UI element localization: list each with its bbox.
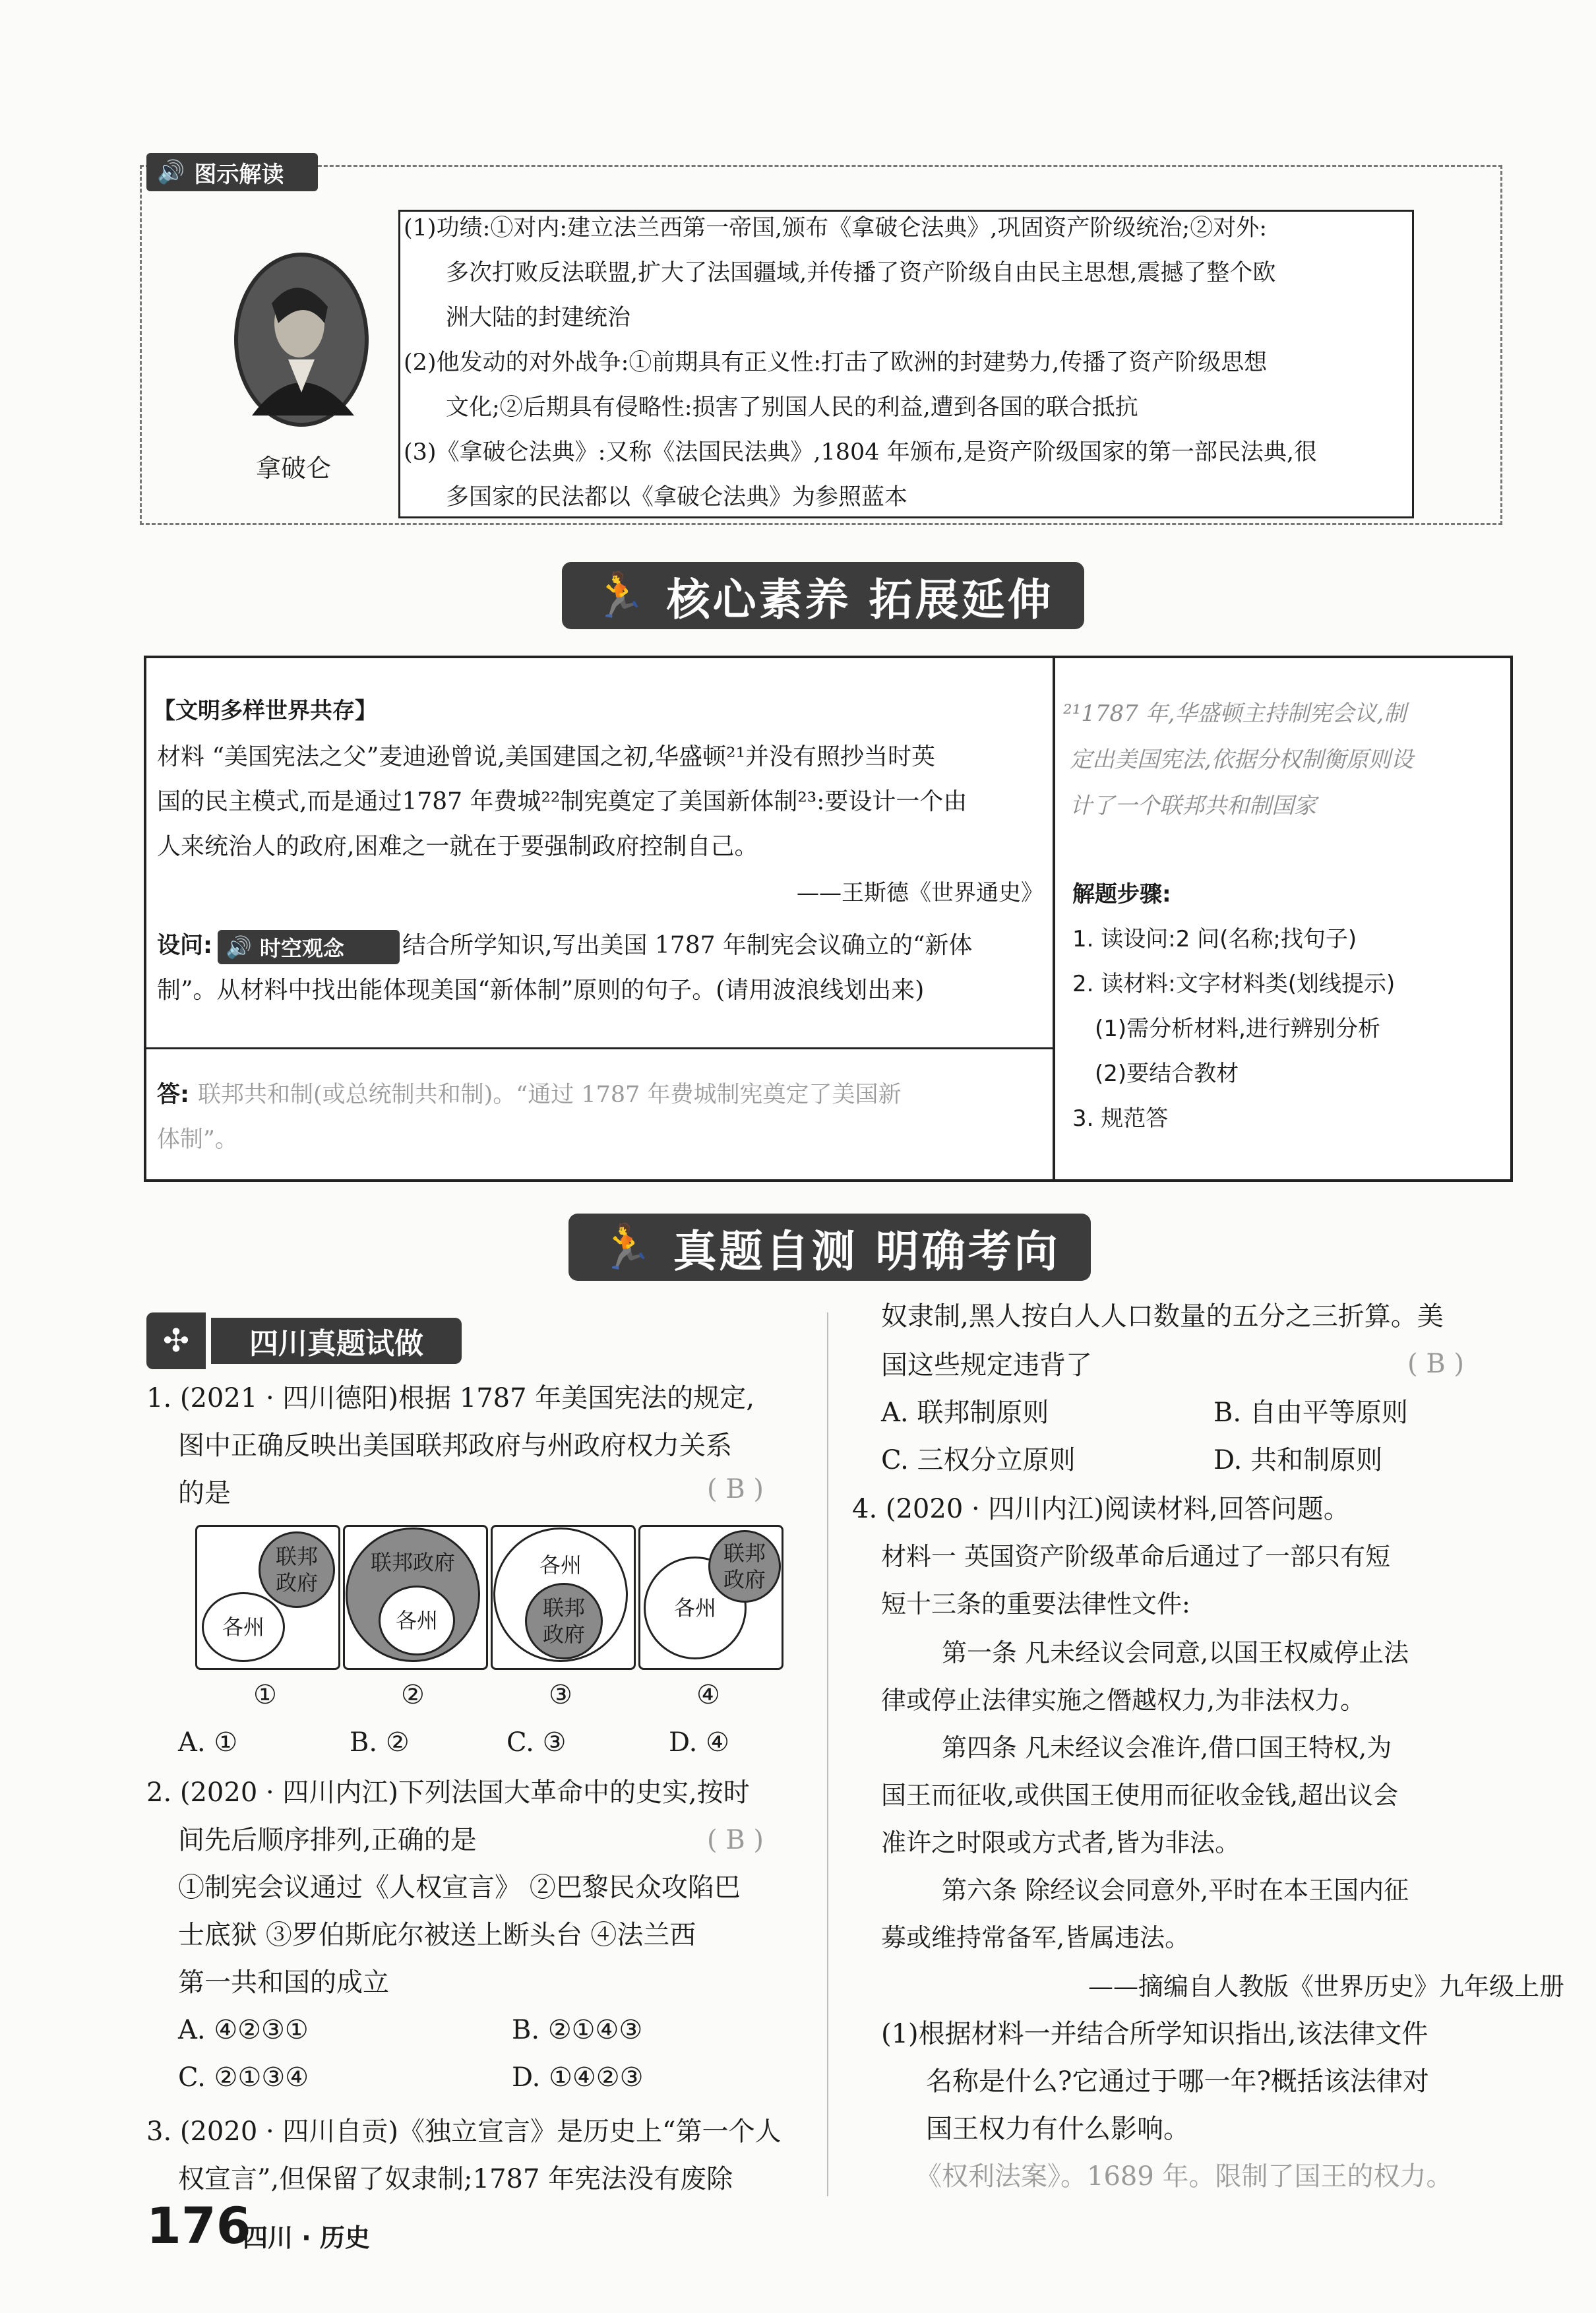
answer-line-1: 联邦共和制(或总统制共和制)。“通过 1787 年费城制宪奠定了美国新 xyxy=(198,1082,902,1108)
banner-core-title: 核心素养 拓展延伸 xyxy=(666,574,1054,625)
napoleon-line-6: (3)《拿破仑法典》:又称《法国民法典》,1804 年颁布,是资产阶级国家的第一部民法典,很 xyxy=(404,439,1317,466)
q4-line-3: 短十三条的重要法律性文件: xyxy=(881,1589,1190,1619)
q2-option-b[interactable]: B. ②①④③ xyxy=(512,2015,643,2045)
q1-line-1: 1. (2021 · 四川德阳)根据 1787 年美国宪法的规定, xyxy=(146,1383,754,1413)
diagram-1-federal-circle xyxy=(259,1531,335,1608)
q4-line-2: 材料一 英国资产阶级革命后通过了一部只有短 xyxy=(881,1542,1391,1571)
section-tag xyxy=(146,1312,462,1369)
page-number: 176 xyxy=(146,2196,251,2255)
q2-option-c[interactable]: C. ②①③④ xyxy=(178,2062,309,2093)
q4-sub-1: (1)根据材料一并结合所学知识指出,该法律文件 xyxy=(881,2019,1428,2049)
q2-line-1: 2. (2020 · 四川内江)下列法国大革命中的史实,按时 xyxy=(146,1777,750,1808)
runner-icon: 🏃 xyxy=(592,570,650,621)
napoleon-line-3: 洲大陆的封建统治 xyxy=(446,305,631,331)
q1-option-a[interactable]: A. ① xyxy=(178,1727,238,1758)
material-divider-horizontal xyxy=(144,1047,1055,1049)
question-line-1: 结合所学知识,写出美国 1787 年制宪会议确立的“新体 xyxy=(402,932,973,959)
q2-line-5: 第一共和国的成立 xyxy=(178,1967,389,1998)
q2-line-4: 士底狱 ③罗伯斯庇尔被送上断头台 ④法兰西 xyxy=(178,1920,696,1950)
runner-icon: 🏃 xyxy=(599,1221,656,1272)
question-line-2: 制”。从材料中找出能体现美国“新体制”原则的句子。(请用波浪线划出来) xyxy=(157,977,925,1004)
q2-line-3: ①制宪会议通过《人权宣言》 ②巴黎民众攻陷巴 xyxy=(178,1872,741,1903)
q4-line-6: 第四条 凡未经议会准许,借口国王特权,为 xyxy=(942,1733,1392,1762)
step-2: 2. 读材料:文字材料类(划线提示) xyxy=(1072,971,1396,997)
note-line-2: 定出美国宪法,依据分权制衡原则设 xyxy=(1070,747,1413,773)
q1-option-d[interactable]: D. ④ xyxy=(669,1727,729,1758)
column-divider xyxy=(827,1312,828,2196)
federal-label-b: 政府 xyxy=(723,1567,766,1592)
q1-line-2: 图中正确反映出美国联邦政府与州政府权力关系 xyxy=(178,1431,732,1461)
napoleon-line-1: (1)功绩:①对内:建立法兰西第一帝国,颁布《拿破仑法典》,巩固资产阶级统治;②对外: xyxy=(404,215,1267,241)
material-divider-vertical xyxy=(1053,656,1055,1179)
question-lead: 设问: xyxy=(157,933,212,959)
diagram-3-federal-circle xyxy=(525,1583,603,1659)
question-tag-label: 时空观念 xyxy=(259,936,344,961)
napoleon-portrait xyxy=(232,251,371,429)
q4-line-1: 4. (2020 · 四川内江)阅读材料,回答问题。 xyxy=(852,1494,1350,1524)
q3-cont-2: 国这些规定违背了 xyxy=(881,1350,1092,1380)
q4-sub-2: 名称是什么?它通过于哪一年?概括该法律对 xyxy=(926,2066,1429,2097)
q4-line-10: 募或维持常备军,皆属违法。 xyxy=(881,1923,1190,1952)
napoleon-line-5: 文化;②后期具有侵略性:损害了别国人民的利益,遭到各国的联合抵抗 xyxy=(446,394,1138,421)
q3-cont-1: 奴隶制,黑人按白人人口数量的五分之三折算。美 xyxy=(881,1301,1444,1332)
question-tag xyxy=(218,930,400,964)
q3-option-d[interactable]: D. 共和制原则 xyxy=(1213,1445,1383,1475)
footer-label: 四川 · 历史 xyxy=(243,2223,370,2252)
federal-label-a: 联邦 xyxy=(542,1595,585,1620)
state-label: 各州 xyxy=(222,1615,264,1640)
step-3: 3. 规范答 xyxy=(1072,1105,1169,1132)
diagram-num-1: ① xyxy=(253,1680,277,1710)
material-line-2: 国的民主模式,而是通过1787 年费城²²制宪奠定了美国新体制²³:要设计一个由 xyxy=(157,788,967,815)
material-line-3: 人来统治人的政府,困难之一就在于要强制政府控制自己。 xyxy=(157,833,758,860)
napoleon-line-4: (2)他发动的对外战争:①前期具有正义性:打击了欧洲的封建势力,传播了资产阶级思想 xyxy=(404,350,1268,376)
material-source: ——王斯德《世界通史》 xyxy=(797,880,1043,906)
q1-option-b[interactable]: B. ② xyxy=(350,1727,410,1758)
q3-option-a[interactable]: A. 联邦制原则 xyxy=(881,1398,1049,1428)
q4-source: ——摘编自人教版《世界历史》九年级上册 xyxy=(1088,1972,1565,2001)
federal-label-a: 联邦 xyxy=(275,1544,318,1569)
q4-line-4: 第一条 凡未经议会同意,以国王权威停止法 xyxy=(942,1638,1409,1667)
diagram-2-state-circle xyxy=(379,1586,455,1655)
banner-exam-title: 真题自测 明确考向 xyxy=(673,1225,1060,1277)
panel-tag-label: 图示解读 xyxy=(194,161,284,188)
state-label: 各州 xyxy=(395,1608,438,1633)
speaker-icon: 🔊 xyxy=(226,935,252,960)
q3-line-1: 3. (2020 · 四川自贡)《独立宣言》是历史上“第一个人 xyxy=(146,2116,782,2147)
answer-line-2: 体制”。 xyxy=(157,1126,238,1153)
federal-label-a: 联邦 xyxy=(723,1541,766,1566)
speaker-icon: 🔊 xyxy=(157,159,185,185)
section-tag-label: 四川真题试做 xyxy=(211,1318,462,1364)
step-2-2: (2)要结合教材 xyxy=(1095,1061,1239,1087)
state-label: 各州 xyxy=(539,1553,582,1578)
diagram-4-federal-circle xyxy=(708,1530,781,1603)
q1-option-c[interactable]: C. ③ xyxy=(506,1727,567,1758)
diagram-num-3: ③ xyxy=(549,1680,572,1710)
q3-line-2: 权宣言”,但保留了奴隶制;1787 年宪法没有废除 xyxy=(178,2164,733,2194)
q3-option-c[interactable]: C. 三权分立原则 xyxy=(881,1445,1076,1475)
steps-title: 解题步骤: xyxy=(1072,881,1171,908)
step-1: 1. 读设问:2 问(名称;找句子) xyxy=(1072,926,1357,952)
q1-line-3: 的是 xyxy=(178,1478,231,1508)
q4-line-5: 律或停止法律实施之僭越权力,为非法权力。 xyxy=(881,1686,1366,1715)
q2-line-2: 间先后顺序排列,正确的是 xyxy=(178,1825,477,1855)
diagram-num-2: ② xyxy=(401,1680,425,1710)
q2-answer: ( B ) xyxy=(707,1825,764,1855)
federal-label-b: 政府 xyxy=(275,1570,318,1595)
q4-line-8: 准许之时限或方式者,皆为非法。 xyxy=(881,1828,1241,1857)
answer-label: 答: xyxy=(157,1082,189,1108)
q4-sub-3: 国王权力有什么影响。 xyxy=(926,2114,1190,2144)
napoleon-line-7: 多国家的民法都以《拿破仑法典》为参照蓝本 xyxy=(446,484,908,510)
section-banner-core xyxy=(562,562,1084,629)
panel-tag xyxy=(146,153,318,191)
diagram-num-4: ④ xyxy=(696,1680,720,1710)
section-banner-exam xyxy=(568,1214,1091,1281)
material-heading: 【文明多样世界共存】 xyxy=(153,698,377,724)
q4-line-9: 第六条 除经议会同意外,平时在本王国内征 xyxy=(942,1876,1409,1905)
note-line-1: ²¹1787 年,华盛顿主持制宪会议,制 xyxy=(1063,700,1407,727)
diagram-1-state-circle xyxy=(202,1592,285,1662)
q3-option-b[interactable]: B. 自由平等原则 xyxy=(1213,1398,1408,1428)
material-line-1: 材料 “美国宪法之父”麦迪逊曾说,美国建国之初,华盛顿²¹并没有照抄当时英 xyxy=(157,743,936,770)
q2-option-d[interactable]: D. ①④②③ xyxy=(512,2062,644,2093)
state-label: 各州 xyxy=(673,1595,716,1620)
q3-answer: ( B ) xyxy=(1407,1349,1465,1379)
federal-label-b: 政府 xyxy=(542,1622,585,1647)
note-line-3: 计了一个联邦共和制国家 xyxy=(1070,793,1316,819)
federal-label: 联邦政府 xyxy=(370,1550,455,1575)
q4-answer: 《权利法案》。1689 年。限制了国王的权力。 xyxy=(915,2161,1453,2192)
step-2-1: (1)需分析材料,进行辨别分析 xyxy=(1095,1016,1380,1042)
napoleon-line-2: 多次打败反法联盟,扩大了法国疆域,并传播了资产阶级自由民主思想,震撼了整个欧 xyxy=(446,260,1276,286)
q4-line-7: 国王而征收,或供国王使用而征收金钱,超出议会 xyxy=(881,1781,1399,1810)
q2-option-a[interactable]: A. ④②③① xyxy=(178,2015,309,2045)
compass-icon: ✣ xyxy=(146,1312,206,1369)
portrait-caption: 拿破仑 xyxy=(256,454,332,483)
q1-answer: ( B ) xyxy=(707,1474,764,1504)
